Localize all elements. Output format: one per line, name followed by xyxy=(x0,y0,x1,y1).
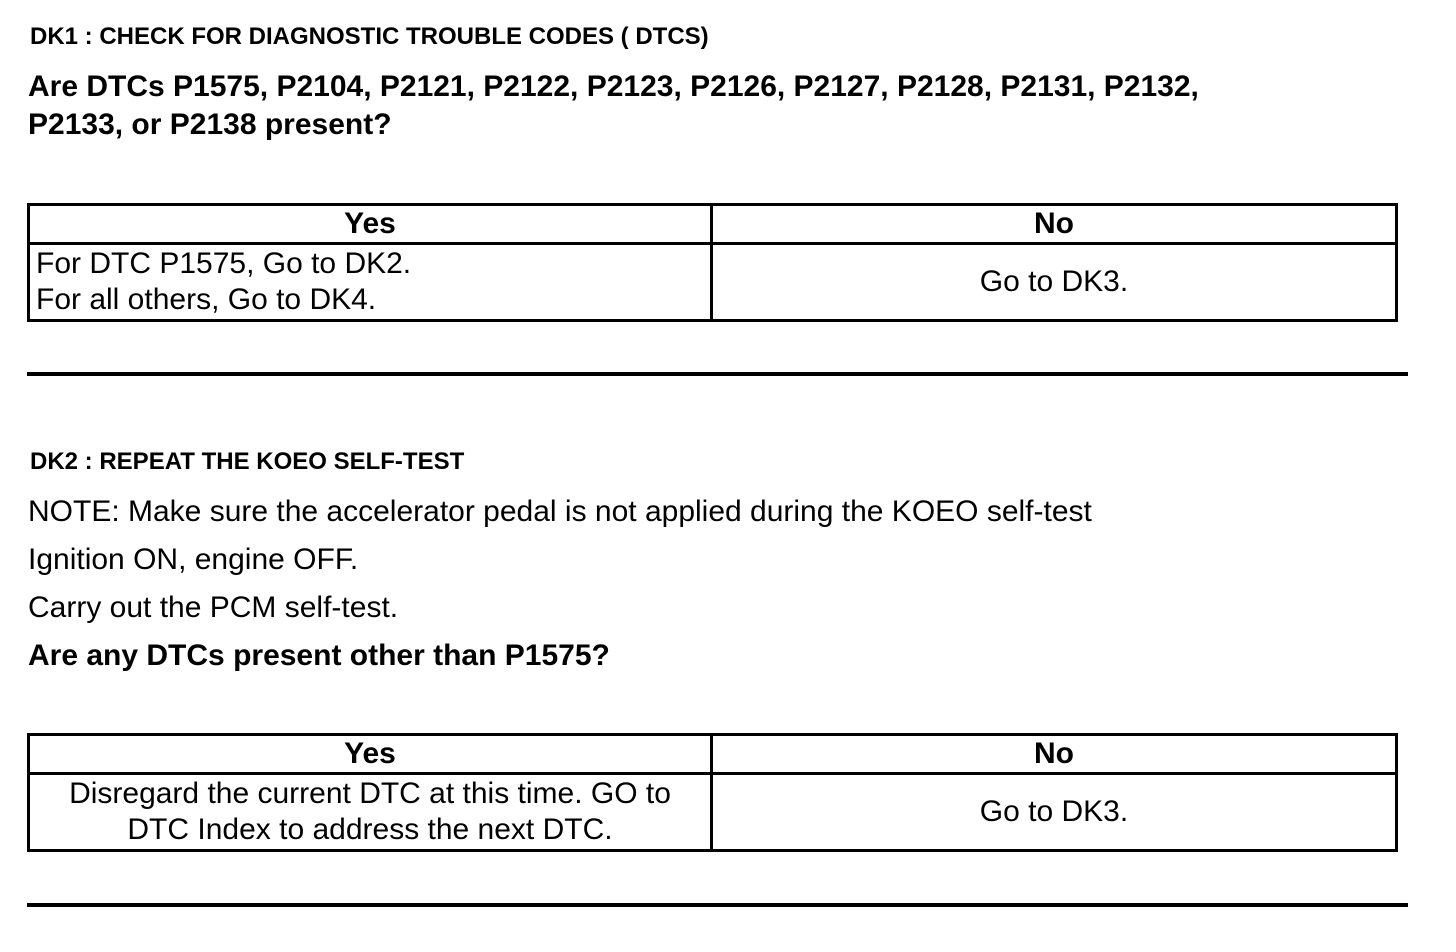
dk1-yes-line-1: For DTC P1575, Go to DK2. xyxy=(36,247,412,280)
dk2-question: Are any DTCs present other than P1575? xyxy=(28,639,610,672)
dk2-table-row xyxy=(29,774,1397,851)
dk2-divider xyxy=(27,903,1408,907)
dk1-yes-cell xyxy=(29,244,712,321)
dk1-divider xyxy=(27,372,1408,376)
dk2-no-header: No xyxy=(712,735,1397,774)
dk2-table-header-row xyxy=(29,735,1397,774)
dk1-yes-header: Yes xyxy=(29,205,712,244)
dk2-yes-line-1: Disregard the current DTC at this time. GO to xyxy=(69,777,671,810)
dk1-no-header: No xyxy=(712,205,1397,244)
dk2-title: DK2 : REPEAT THE KOEO SELF-TEST xyxy=(30,448,465,475)
dk1-table-row xyxy=(29,244,1397,321)
dk1-yes-no-table xyxy=(27,203,1398,322)
dk2-step-1: Ignition ON, engine OFF. xyxy=(28,543,359,576)
dk2-yes-cell xyxy=(29,774,712,851)
dk1-question xyxy=(28,68,1428,144)
dk2-no-cell: Go to DK3. xyxy=(712,774,1397,851)
dk1-yes-line-2: For all others, Go to DK4. xyxy=(36,283,377,316)
dk1-table-header-row xyxy=(29,205,1397,244)
dk2-yes-no-table xyxy=(27,733,1398,852)
dk1-title: DK1 : CHECK FOR DIAGNOSTIC TROUBLE CODES ( DTCS) xyxy=(30,23,709,50)
dk2-step-2: Carry out the PCM self-test. xyxy=(28,591,399,624)
dk2-yes-header: Yes xyxy=(29,735,712,774)
dk1-no-cell: Go to DK3. xyxy=(712,244,1397,321)
dk2-yes-line-2: DTC Index to address the next DTC. xyxy=(127,813,613,846)
dk1-question-line-2: P2133, or P2138 present? xyxy=(28,108,392,141)
dk1-question-line-1: Are DTCs P1575, P2104, P2121, P2122, P2123, P2126, P2127, P2128, P2131, P2132, xyxy=(28,70,1199,103)
dk2-note: NOTE: Make sure the accelerator pedal is not applied during the KOEO self-test xyxy=(28,495,1092,528)
